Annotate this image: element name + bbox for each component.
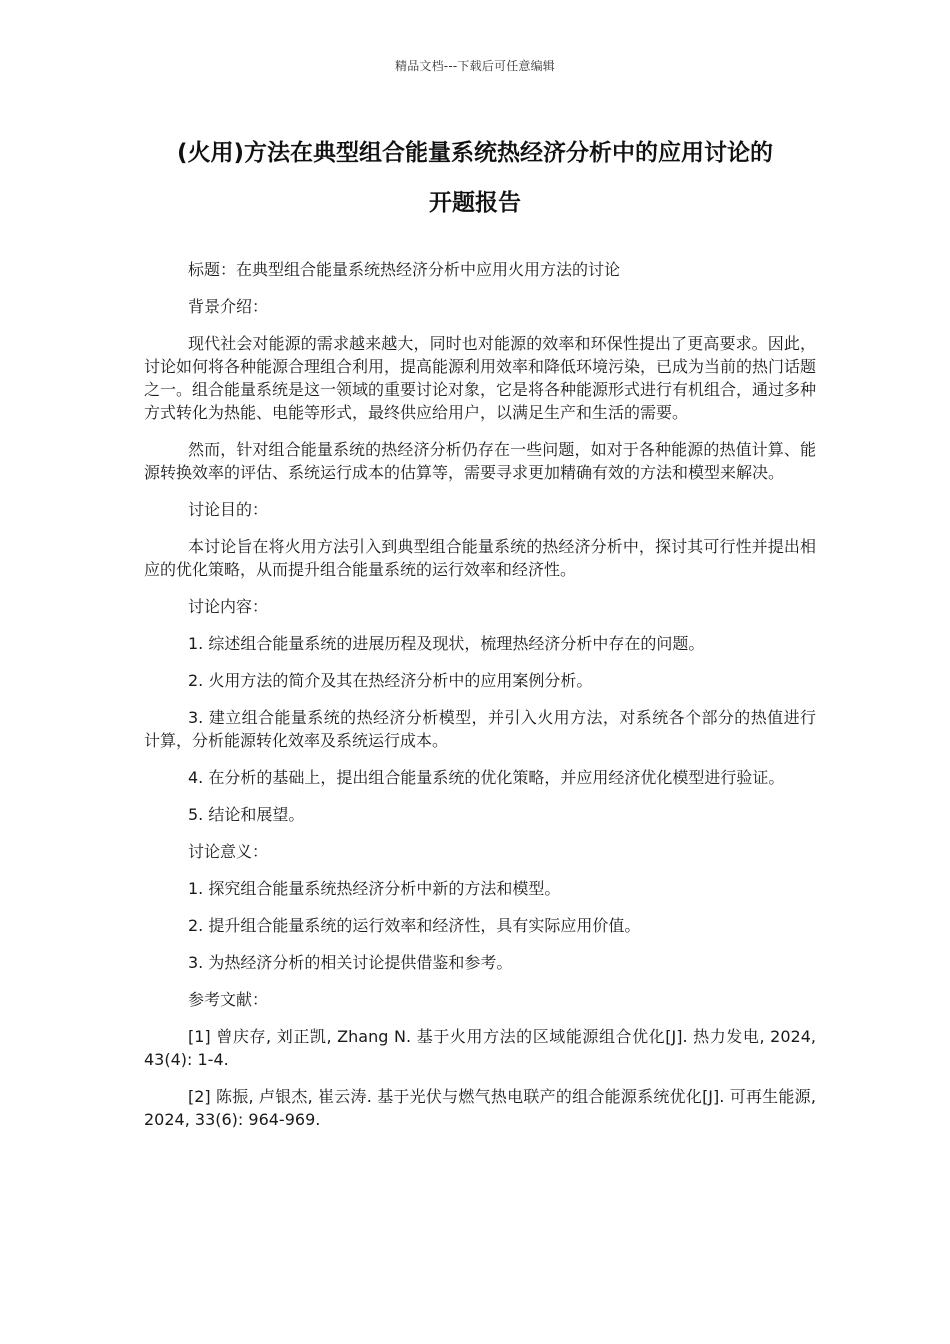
list-item: 2. 提升组合能量系统的运行效率和经济性，具有实际应用价值。 xyxy=(188,916,641,935)
list-item: 5. 结论和展望。 xyxy=(188,805,305,824)
reference-item: [1] 曾庆存, 刘正凯, Zhang N. 基于火用方法的区域能源组合优化[J]. 热力发电, 2024, 43(4): 1-4. xyxy=(144,1027,816,1069)
document-body xyxy=(144,258,816,1145)
paragraph: 本讨论旨在将火用方法引入到典型组合能量系统的热经济分析中，探讨其可行性并提出相应的优化策略，从而提升组合能量系统的运行效率和经济性。 xyxy=(144,537,816,579)
section-heading-content: 讨论内容： xyxy=(188,597,269,616)
list-item: 1. 探究组合能量系统热经济分析中新的方法和模型。 xyxy=(188,879,561,898)
section-heading-references: 参考文献： xyxy=(188,990,269,1009)
paragraph: 然而，针对组合能量系统的热经济分析仍存在一些问题，如对于各种能源的热值计算、能源转换效率的评估、系统运行成本的估算等，需要寻求更加精确有效的方法和模型来解决。 xyxy=(144,440,816,482)
list-item: 2. 火用方法的简介及其在热经济分析中的应用案例分析。 xyxy=(188,671,593,690)
list-item: 4. 在分析的基础上，提出组合能量系统的优化策略，并应用经济优化模型进行验证。 xyxy=(188,768,785,787)
title-line-2: 开题报告 xyxy=(429,190,521,216)
header-note: 精品文档---下载后可任意编辑 xyxy=(395,59,555,73)
paragraph: 现代社会对能源的需求越来越大，同时也对能源的效率和环保性提出了更高要求。因此，讨论如何将各种能源合理组合利用，提高能源利用效率和降低环境污染，已成为当前的热门话题之一。组合能量系统是这一领域的重要讨论对象，它是将各种能源形式进行有机组合，通过多种方式转化为热能、电能等形式，最终供应给用户，以满足生产和生活的需要。 xyxy=(144,334,817,422)
section-heading-purpose: 讨论目的： xyxy=(188,500,269,519)
document-title xyxy=(120,128,830,228)
list-item: 3. 建立组合能量系统的热经济分析模型，并引入火用方法，对系统各个部分的热值进行计算，分析能源转化效率及系统运行成本。 xyxy=(144,708,816,750)
section-heading-significance: 讨论意义： xyxy=(188,842,269,861)
subject-line: 标题：在典型组合能量系统热经济分析中应用火用方法的讨论 xyxy=(188,260,621,279)
reference-item: [2] 陈振, 卢银杰, 崔云涛. 基于光伏与燃气热电联产的组合能源系统优化[J]. 可再生能源, 2024, 33(6): 964-969. xyxy=(144,1087,816,1129)
title-line-1: (火用)方法在典型组合能量系统热经济分析中的应用讨论的 xyxy=(176,140,774,166)
list-item: 3. 为热经济分析的相关讨论提供借鉴和参考。 xyxy=(188,953,513,972)
list-item: 1. 综述组合能量系统的进展历程及现状，梳理热经济分析中存在的问题。 xyxy=(188,634,705,653)
section-heading-background: 背景介绍： xyxy=(188,297,269,316)
